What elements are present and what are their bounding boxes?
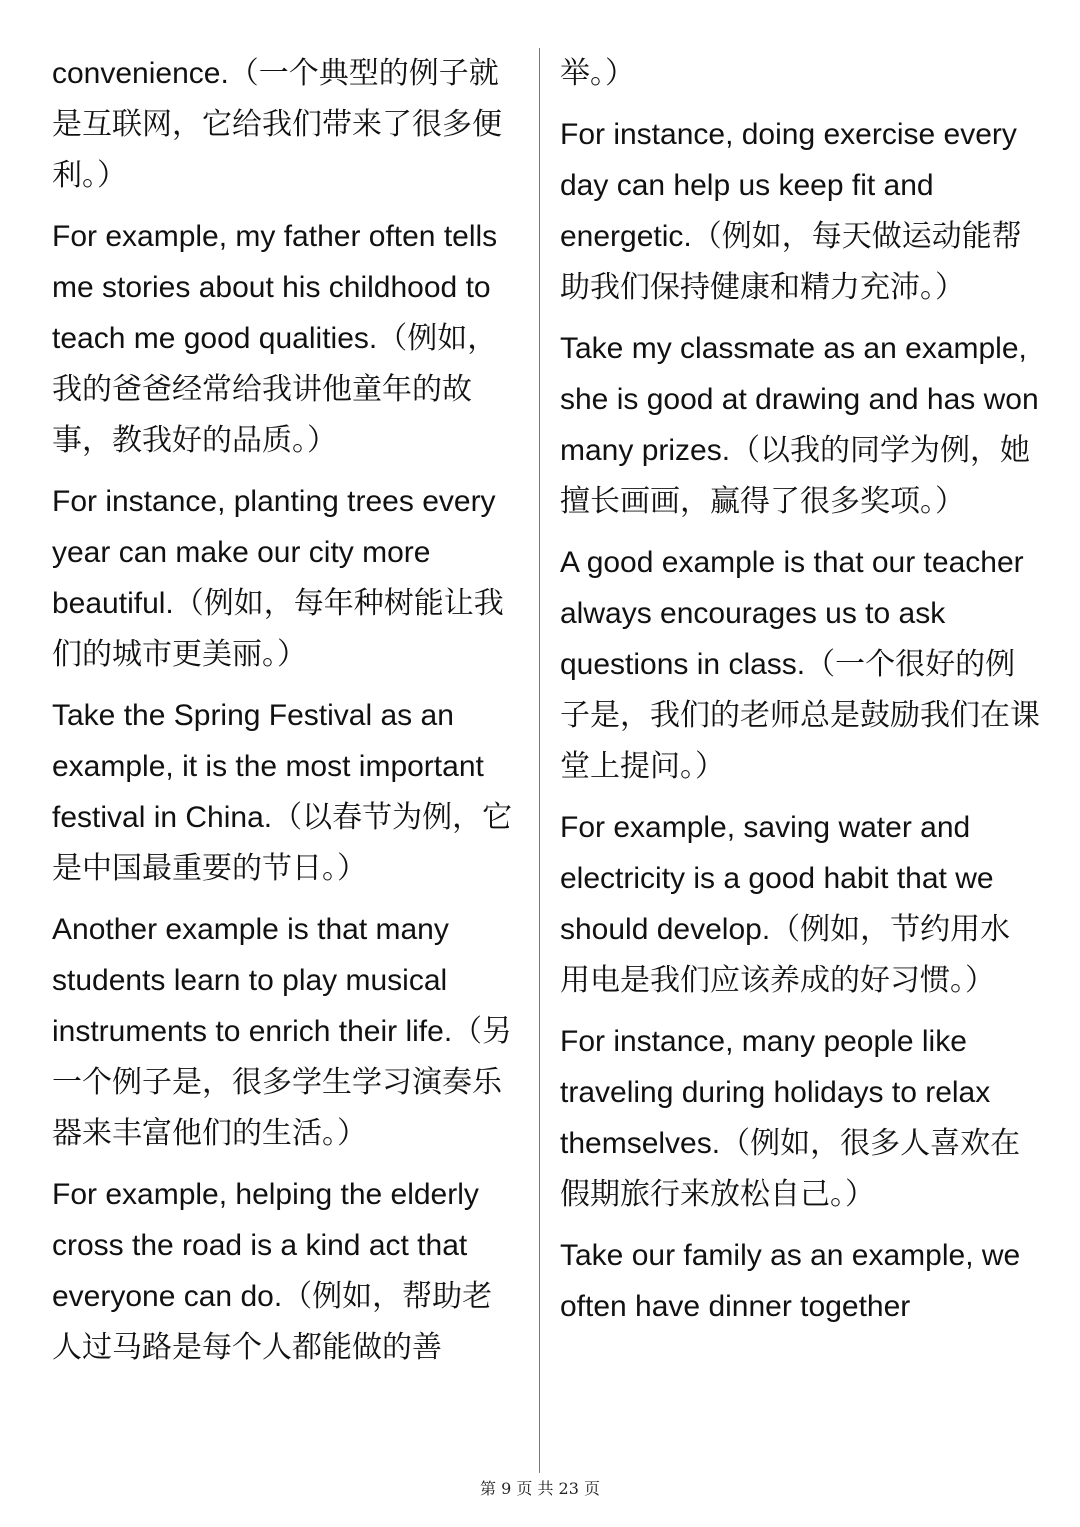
english-text: Take my classmate as an example, she is good at drawing and has won many prizes. <box>560 332 1039 467</box>
english-text: For instance, doing exercise every day can help us keep fit and energetic. <box>560 118 1017 253</box>
sentence-paragraph <box>560 323 1040 527</box>
page-number: 9 <box>501 1479 512 1498</box>
left-column <box>52 48 522 1383</box>
english-text: Another example is that many students learn to play musical instruments to enrich their life. <box>52 913 453 1048</box>
english-text: For example, saving water and electricity is a good habit that we should develop. <box>560 811 994 946</box>
english-text: For example, my father often tells me stories about his childhood to teach me good qualities. <box>52 220 498 355</box>
sentence-paragraph <box>560 537 1040 792</box>
chinese-translation: （一个典型的例子就是互联网，它给我们带来了很多便利。） <box>52 56 502 193</box>
english-text: For example, helping the elderly cross the road is a kind act that everyone can do. <box>52 1178 479 1313</box>
sentence-paragraph <box>560 109 1040 313</box>
english-text: For instance, planting trees every year can make our city more beautiful. <box>52 485 496 620</box>
footer-suffix: 页 <box>584 1479 601 1498</box>
chinese-translation: （以春节为例，它是中国最重要的节日。） <box>52 800 513 886</box>
chinese-translation: （一个很好的例子是，我们的老师总是鼓励我们在课堂上提问。） <box>560 647 1040 784</box>
sentence-paragraph <box>52 904 522 1159</box>
english-text: For instance, many people like traveling during holidays to relax themselves. <box>560 1025 991 1160</box>
chinese-translation: （例如，帮助老人过马路是每个人都能做的善 <box>52 1279 493 1365</box>
chinese-translation: （另一个例子是，很多学生学习演奏乐器来丰富他们的生活。） <box>52 1014 513 1151</box>
sentence-paragraph <box>560 1230 1040 1332</box>
chinese-translation: （以我的同学为例，她擅长画画，赢得了很多奖项。） <box>560 433 1031 519</box>
chinese-translation: （例如，节约用水用电是我们应该养成的好习惯。） <box>560 912 1011 998</box>
sentence-paragraph <box>560 802 1040 1006</box>
footer-prefix: 第 <box>479 1479 496 1498</box>
english-text: convenience. <box>52 57 229 90</box>
sentence-paragraph <box>52 476 522 680</box>
column-divider <box>539 48 540 1473</box>
sentence-paragraph <box>52 690 522 894</box>
english-text: A good example is that our teacher always encourages us to ask questions in class. <box>560 546 1024 681</box>
total-pages: 23 <box>558 1479 579 1498</box>
english-text: Take our family as an example, we often have dinner together <box>560 1239 1021 1323</box>
chinese-translation: （例如，很多人喜欢在假期旅行来放松自己。） <box>560 1126 1021 1212</box>
english-text: Take the Spring Festival as an example, it is the most important festival in China. <box>52 699 484 834</box>
chinese-translation: （例如，我的爸爸经常给我讲他童年的故事，教我好的品质。） <box>52 321 498 458</box>
sentence-paragraph <box>560 48 1040 99</box>
sentence-paragraph <box>560 1016 1040 1220</box>
sentence-paragraph <box>52 48 522 201</box>
chinese-translation: （例如，每天做运动能帮助我们保持健康和精力充沛。） <box>560 219 1022 305</box>
footer-middle: 页 共 <box>516 1479 554 1498</box>
chinese-translation: （例如，每年种树能让我们的城市更美丽。） <box>52 586 504 672</box>
chinese-translation: 举。） <box>560 56 635 91</box>
sentence-paragraph <box>52 1169 522 1373</box>
sentence-paragraph <box>52 211 522 466</box>
right-column <box>560 48 1040 1342</box>
page-footer <box>0 1476 1080 1499</box>
